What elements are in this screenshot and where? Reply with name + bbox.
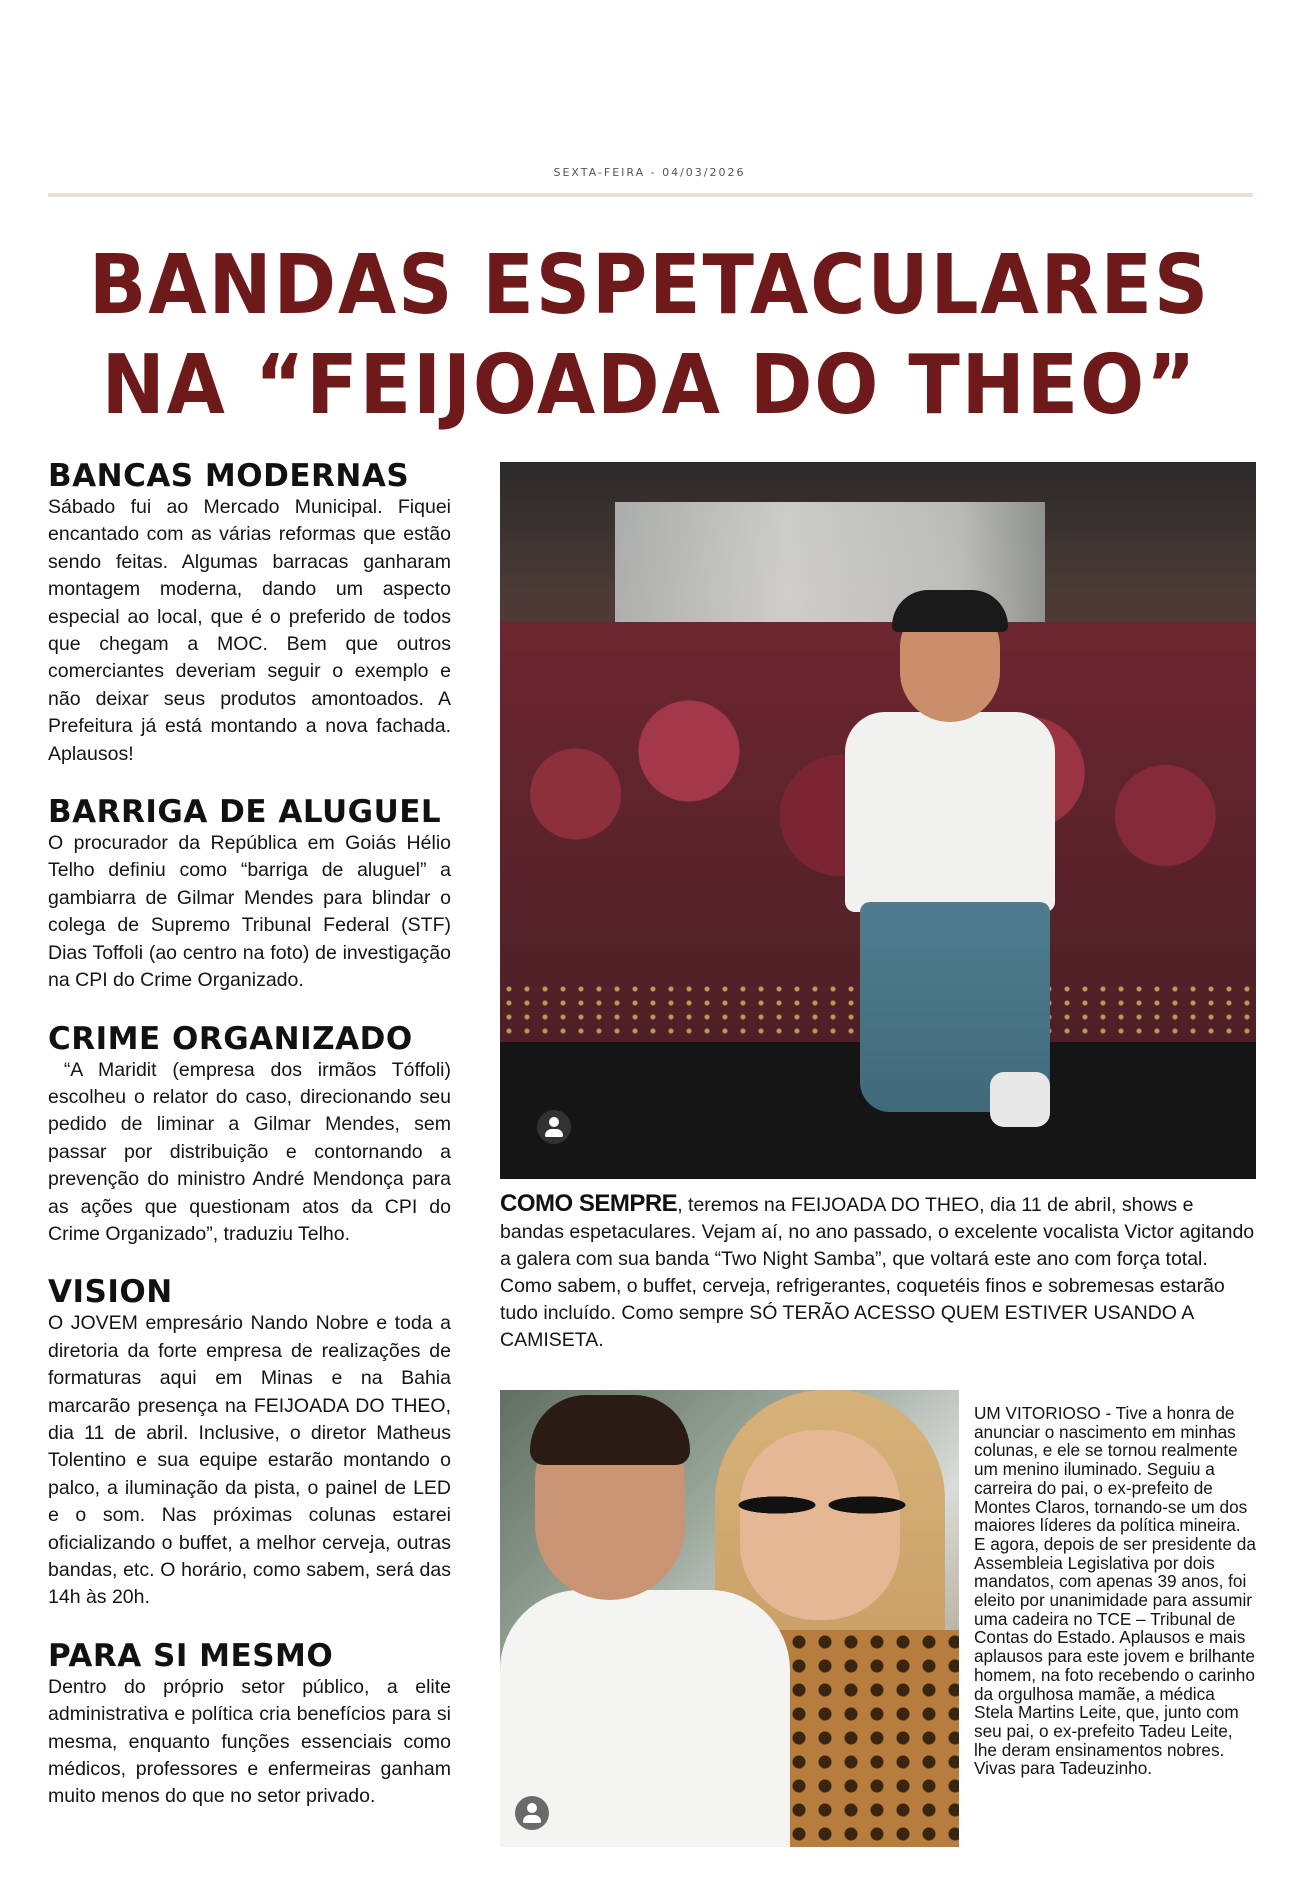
section-barriga-de-aluguel (48, 794, 451, 994)
second-photo-mother-son (500, 1390, 959, 1847)
user-icon-head (527, 1803, 537, 1813)
section-title: CRIME ORGANIZADO (48, 1020, 413, 1057)
user-icon[interactable] (515, 1796, 549, 1830)
section-title: VISION (48, 1274, 173, 1311)
header-rule (48, 193, 1253, 197)
section-body: O procurador da República em Goiás Hélio Telho definiu como “barriga de aluguel” a gambiarra de Gilmar Mendes para blindar o colega de Supremo Tribunal Federal (STF) Dias Toffoli (ao centro na foto) de investigação na CPI do Crime Organizado. (48, 832, 451, 992)
section-title: BANCAS MODERNAS (48, 458, 410, 494)
section-body: “A Maridit (empresa dos irmãos Tóffoli) escolheu o relator do caso, direcionando seu pedido de liminar a Gilmar Mendes, sem passar por distribuição e contornando a prevenção do ministro André Mendonça para as ações que questionam atos da CPI do Crime Organizado”, traduziu Telho. (48, 1058, 457, 1245)
singer-shirt (845, 712, 1055, 912)
main-photo-singer-crowd (500, 462, 1256, 1179)
section-body: O JOVEM empresário Nando Nobre e toda a diretoria da forte empresa de realizações de formaturas aqui em Minas e na Bahia marcarão presença na FEIJOADA DO THEO, dia 11 de abril. Inclusive, o diretor Matheus Tolentino e sua equipe estarão montando o palco, a iluminação da pista, o painel de LED e o som. Nas próximas colunas estarei oficializando o buffet, a melhor cerveja, outras bandas, etc. O horário, como sabem, será das 14h às 20h. (48, 1312, 451, 1609)
side-caption: UM VITORIOSO - Tive a honra de anunciar o nascimento em minhas colunas, e ele se tornou realmente um menino iluminado. Seguiu a carreira do pai, o ex-prefeito de Montes Claros, tornando-se um dos maiores líderes da política mineira. E agora, depois de ser presidente da Assembleia Legislativa por dois mandatos, com apenas 39 anos, foi eleito por unanimidade para assumir uma cadeira no TCE – Tribunal de Contas do Estado. Aplausos e mais aplausos para este jovem e brilhante homem, na foto recebendo o carinho da orgulhosa mamãe, a médica Stela Martins Leite, que, junto com seu pai, o ex-prefeito Tadeu Leite, lhe deram ensinamentos nobres. Vivas para Tadeuzinho. (974, 1403, 1256, 1779)
main-caption-body: , teremos na FEIJOADA DO THEO, dia 11 de abril, shows e bandas espetaculares. Vejam aí, no ano passado, o excelente vocalista Victor agitando a galera com sua banda “Two Night Samba”, que voltará este ano com força total. Como sabem, o buffet, cerveja, refrigerantes, coquetéis finos e sobremesas estarão tudo incluído. Como sempre SÓ TERÃO ACESSO QUEM ESTIVER USANDO A CAMISETA. (500, 1194, 1255, 1351)
photo-man-hair (530, 1395, 690, 1465)
main-caption-lead: COMO SEMPRE (500, 1190, 678, 1217)
section-title: BARRIGA DE ALUGUEL (48, 794, 442, 831)
left-column (48, 458, 457, 1837)
headline-line-2: NA “FEIJOADA DO THEO” (101, 338, 1198, 433)
main-caption (500, 1190, 1256, 1354)
section-bancas-modernas (48, 458, 451, 768)
dateline: SEXTA-FEIRA - 04/03/2026 (553, 166, 746, 179)
headline-line-1: BANDAS ESPETACULARES (88, 238, 1211, 333)
section-vision (48, 1274, 451, 1611)
user-icon-body (523, 1815, 541, 1823)
singer-shoe (990, 1072, 1050, 1127)
photo-sunglasses (732, 1475, 912, 1535)
section-title: PARA SI MESMO (48, 1637, 334, 1674)
photo-singer (830, 602, 1080, 1132)
headline (80, 236, 1220, 436)
user-icon-head (549, 1117, 559, 1127)
section-para-si-mesmo (48, 1638, 451, 1811)
section-body: Dentro do próprio setor público, a elite administrativa e política cria benefícios para si mesma, enquanto funções essenciais como médicos, professores e enfermeiras ganham muito menos do que no setor privado. (48, 1675, 451, 1808)
section-body: Sábado fui ao Mercado Municipal. Fiquei encantado com as várias reformas que estão sendo feitas. Algumas barracas ganharam montagem moderna, dando um aspecto especial ao local, que é o preferido de todos que chegam a MOC. Bem que outros comerciantes deveriam seguir o exemplo e não deixar seus produtos amontoados. A Prefeitura já está montando a nova fachada. Aplausos! (48, 496, 451, 765)
user-icon[interactable] (537, 1110, 571, 1144)
user-icon-body (545, 1129, 563, 1137)
section-crime-organizado (48, 1020, 457, 1249)
singer-cap (892, 590, 1008, 632)
